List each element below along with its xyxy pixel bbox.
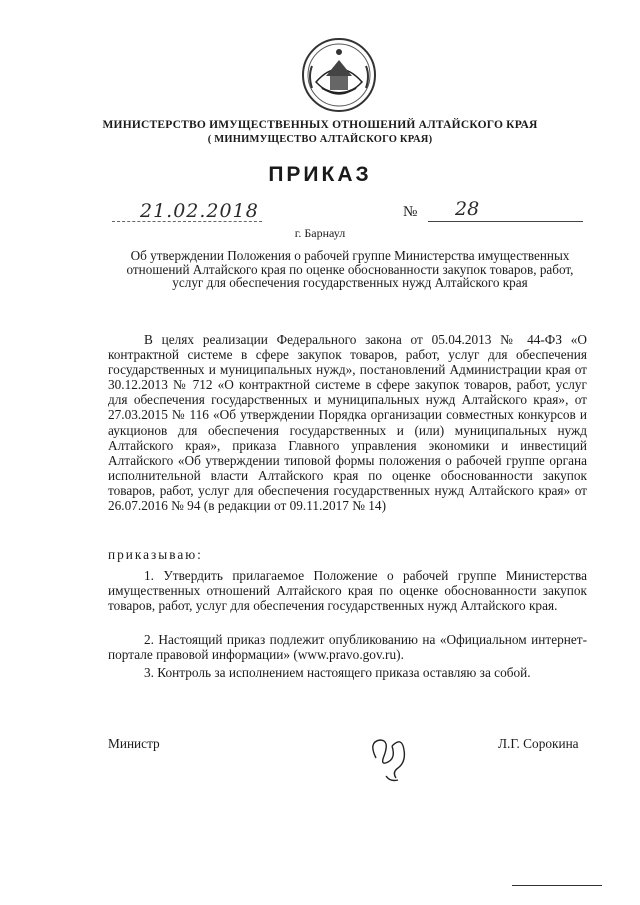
ministry-short-name: ( МИНИМУЩЕСТВО АЛТАЙСКОГО КРАЯ) (207, 134, 433, 145)
footer-rule (512, 884, 602, 886)
order-item-3: 3. Контроль за исполнением настоящего приказа оставляю за собой. (144, 665, 531, 680)
city-label: г. Барнаул (294, 226, 346, 240)
document-type-title: ПРИКАЗ (268, 163, 372, 186)
handwritten-signature-icon (362, 728, 422, 784)
handwritten-date: 21.02.2018 (140, 200, 259, 222)
order-word: приказываю: (108, 547, 203, 562)
signatory-title: Министр (108, 736, 160, 751)
signatory-name: Л.Г. Сорокина (498, 736, 579, 751)
ministry-name: МИНИСТЕРСТВО ИМУЩЕСТВЕННЫХ ОТНОШЕНИЙ АЛТАЙСКОГО КРАЯ (102, 119, 538, 131)
number-underline (428, 220, 583, 222)
handwritten-number: 28 (455, 198, 480, 220)
coat-of-arms-icon (300, 36, 378, 114)
order-item-2: 2. Настоящий приказ подлежит опубликованию на «Официальном интернет-портале правовой информации» (www.pravo.gov.ru). (108, 632, 587, 663)
document-subject: Об утверждении Положения о рабочей группе Министерства имущественных отношений Алтайского края по оценке обоснованности закупок товаров, работ, услуг для обеспечения государственных нужд Алтайского края (126, 248, 574, 291)
number-sign: № (403, 204, 418, 220)
preamble-paragraph: В целях реализации Федерального закона от 05.04.2013 № 44-ФЗ «О контрактной системе в сфере закупок товаров, работ, услуг для обеспечения государственных и муниципальных нужд», постановлений Администрации края от 30.12.2013 № 712 «О контрактной системе в сфере закупок товаров, работ, услуг для обеспечения государственных и муниципальных нужд Алтайского края», от 27.03.2015 № 116 «Об утверждении Порядка организации совместных конкурсов и аукционов для обеспечения государственных и (или) муниципальных нужд Алтайского края», приказа Главного управления экономики и инвестиций Алтайского «Об утверждении типовой формы положения о рабочей группе органа исполнительной власти Алтайского края по оценке обоснованности закупок товаров, работ, услуг для обеспечения государственных нужд Алтайского края» от 26.07.2016 № 94 (в редакции от 09.11.2017 № 14) (108, 332, 587, 514)
order-item-1: 1. Утвердить прилагаемое Положение о рабочей группе Министерства имущественных отношений Алтайского края по оценке обоснованности закупок товаров, работ, услуг для обеспечения государственных нужд Алтайского края. (108, 568, 587, 614)
